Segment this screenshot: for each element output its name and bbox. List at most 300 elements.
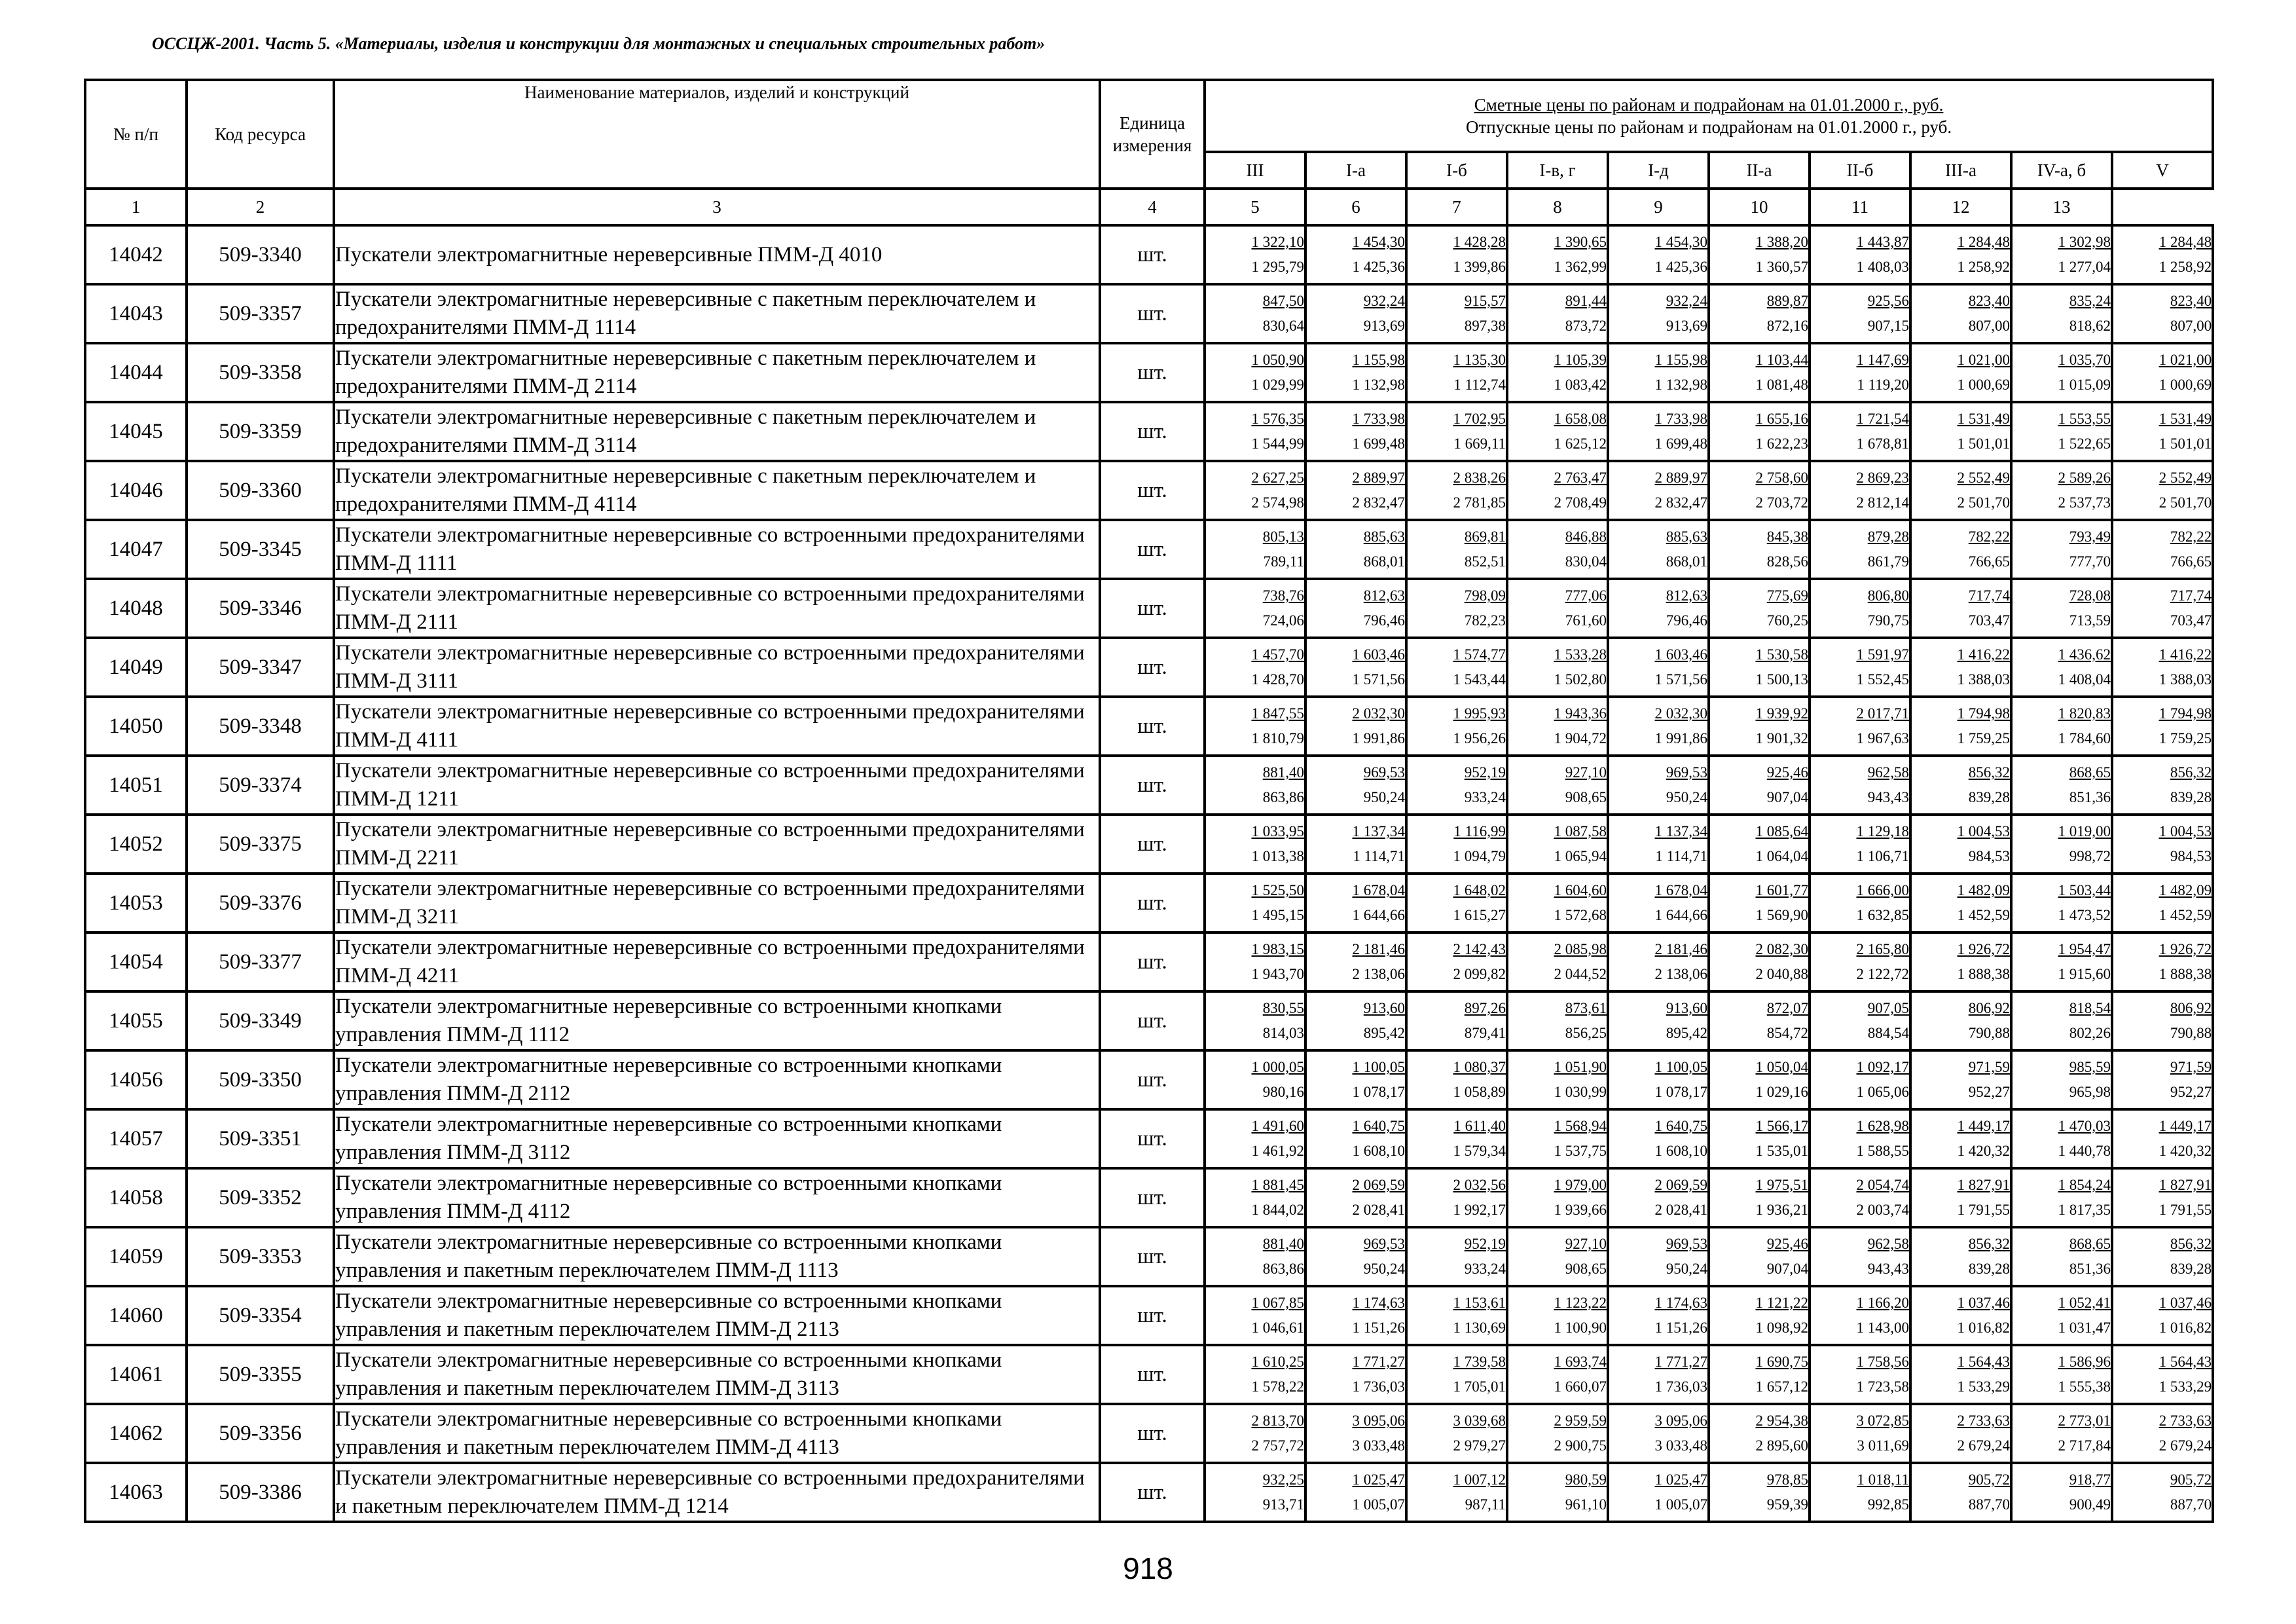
price-cell	[2011, 638, 2112, 697]
price-cell	[1507, 874, 1608, 932]
release-price: 1 904,72	[1554, 730, 1607, 747]
estimate-price: 925,46	[1766, 1236, 1808, 1252]
unit-of-measure: шт.	[1100, 1286, 1205, 1345]
release-price: 2 703,72	[1755, 494, 1808, 511]
estimate-price: 1 153,61	[1453, 1295, 1506, 1311]
price-cell	[1910, 1345, 2011, 1404]
estimate-price: 927,10	[1565, 1236, 1607, 1252]
release-price: 908,65	[1565, 789, 1607, 805]
row-number: 14051	[85, 756, 187, 815]
price-cell	[1910, 697, 2011, 756]
price-cell	[1305, 225, 1406, 284]
price-cell	[1810, 1227, 1910, 1286]
row-number: 14059	[85, 1227, 187, 1286]
estimate-price: 2 032,30	[1654, 705, 1707, 722]
release-price: 1 029,99	[1251, 377, 1304, 393]
row-number: 14063	[85, 1463, 187, 1522]
price-cell	[1608, 284, 1709, 343]
release-price: 1 555,38	[2058, 1378, 2111, 1395]
price-cell	[1205, 1109, 1305, 1168]
price-cell	[1910, 1109, 2011, 1168]
resource-code: 509-3377	[187, 932, 334, 991]
table-row	[85, 1286, 2213, 1345]
estimate-price: 1 137,34	[1352, 823, 1405, 840]
price-cell	[1305, 1404, 1406, 1463]
estimate-price: 1 388,20	[1755, 234, 1808, 250]
release-price: 1 058,89	[1453, 1084, 1506, 1100]
estimate-price: 856,32	[1968, 1236, 2010, 1252]
estimate-price: 1 628,98	[1856, 1118, 1909, 1134]
price-cell	[1507, 225, 1608, 284]
release-price: 1 657,12	[1755, 1378, 1808, 1395]
material-name: Пускатели электромагнитные нереверсивные со встроенными предохранителями ПММ-Д 1111	[334, 520, 1100, 579]
price-cell	[1406, 343, 1507, 402]
price-cell	[1910, 284, 2011, 343]
estimate-price: 1 603,46	[1654, 646, 1707, 663]
release-price: 933,24	[1464, 789, 1506, 805]
row-number: 14060	[85, 1286, 187, 1345]
column-number: 2	[187, 189, 334, 225]
price-cell	[1406, 284, 1507, 343]
price-cell	[1709, 991, 1810, 1050]
price-cell	[1709, 579, 1810, 638]
estimate-price: 1 050,90	[1251, 352, 1304, 368]
estimate-price: 798,09	[1464, 587, 1506, 604]
estimate-price: 1 854,24	[2058, 1177, 2111, 1193]
release-price: 1 967,63	[1856, 730, 1909, 747]
price-cell	[2112, 815, 2213, 874]
resource-code: 509-3340	[187, 225, 334, 284]
price-cell	[1305, 756, 1406, 815]
price-cell	[1305, 697, 1406, 756]
release-price: 2 757,72	[1251, 1437, 1304, 1454]
estimate-price: 1 601,77	[1755, 882, 1808, 898]
release-price: 908,65	[1565, 1261, 1607, 1277]
price-cell	[1810, 991, 1910, 1050]
release-price: 3 033,48	[1352, 1437, 1405, 1454]
release-price: 1 936,21	[1755, 1202, 1808, 1218]
price-cell	[1406, 815, 1507, 874]
release-price: 1 571,56	[1352, 671, 1405, 688]
estimate-price: 1 794,98	[2159, 705, 2212, 722]
release-price: 1 388,03	[2159, 671, 2212, 688]
region-header: I-в, г	[1507, 152, 1608, 189]
material-name: Пускатели электромагнитные нереверсивные со встроенными кнопками управления ПММ-Д 1112	[334, 991, 1100, 1050]
price-cell	[1608, 579, 1709, 638]
release-price: 814,03	[1262, 1025, 1304, 1041]
estimate-price: 2 589,26	[2058, 470, 2111, 486]
release-price: 1 151,26	[1654, 1320, 1707, 1336]
release-price: 1 029,16	[1755, 1084, 1808, 1100]
price-cell	[2011, 520, 2112, 579]
release-price: 1 130,69	[1453, 1320, 1506, 1336]
price-cell	[1608, 638, 1709, 697]
unit-of-measure: шт.	[1100, 1345, 1205, 1404]
estimate-price: 969,53	[1666, 1236, 1707, 1252]
release-price: 1 699,48	[1352, 435, 1405, 452]
release-price: 1 810,79	[1251, 730, 1304, 747]
unit-of-measure: шт.	[1100, 1227, 1205, 1286]
estimate-price: 1 302,98	[2058, 234, 2111, 250]
release-price: 863,86	[1262, 789, 1304, 805]
release-price: 851,36	[2069, 789, 2111, 805]
price-cell	[1305, 343, 1406, 402]
resource-code: 509-3374	[187, 756, 334, 815]
estimate-price: 793,49	[2069, 528, 2111, 545]
price-cell	[1709, 1404, 1810, 1463]
table-row	[85, 1109, 2213, 1168]
estimate-price: 1 586,96	[2058, 1354, 2111, 1370]
estimate-price: 1 943,36	[1554, 705, 1607, 722]
estimate-price: 1 975,51	[1755, 1177, 1808, 1193]
estimate-price: 2 889,97	[1352, 470, 1405, 486]
price-cell	[1305, 1345, 1406, 1404]
column-number: 8	[1507, 189, 1608, 225]
estimate-price: 782,22	[2170, 528, 2212, 545]
release-price: 1 615,27	[1453, 907, 1506, 923]
release-price: 1 660,07	[1554, 1378, 1607, 1395]
estimate-price: 881,40	[1262, 764, 1304, 781]
col-header-num: № п/п	[85, 80, 187, 189]
region-header: IV-а, б	[2011, 152, 2112, 189]
release-price: 984,53	[1968, 848, 2010, 864]
estimate-price: 1 166,20	[1856, 1295, 1909, 1311]
release-price: 760,25	[1766, 612, 1808, 629]
price-cell	[1305, 1050, 1406, 1109]
release-price: 2 574,98	[1251, 494, 1304, 511]
region-header: II-б	[1810, 152, 1910, 189]
release-price: 1 844,02	[1251, 1202, 1304, 1218]
row-number: 14058	[85, 1168, 187, 1227]
estimate-price: 1 470,03	[2058, 1118, 2111, 1134]
price-cell	[1810, 638, 1910, 697]
release-price: 950,24	[1666, 789, 1707, 805]
row-number: 14045	[85, 402, 187, 461]
release-price: 943,43	[1867, 789, 1909, 805]
row-number: 14056	[85, 1050, 187, 1109]
resource-code: 509-3353	[187, 1227, 334, 1286]
release-price: 1 572,68	[1554, 907, 1607, 923]
estimate-price: 1 564,43	[2159, 1354, 2212, 1370]
price-cell	[1406, 697, 1507, 756]
price-cell	[1507, 579, 1608, 638]
document-header-title: ОССЦЖ-2001. Часть 5. «Материалы, изделия и конструкции для монтажных и специальных строительных работ»	[152, 34, 1046, 53]
table-row	[85, 1227, 2213, 1286]
estimate-price: 1 827,91	[2159, 1177, 2212, 1193]
estimate-price: 1 983,15	[1251, 941, 1304, 957]
estimate-price: 1 025,47	[1352, 1471, 1405, 1488]
material-name: Пускатели электромагнитные нереверсивные со встроенными кнопками управления ПММ-Д 4112	[334, 1168, 1100, 1227]
release-price: 3 011,69	[1857, 1437, 1909, 1454]
unit-of-measure: шт.	[1100, 520, 1205, 579]
price-cell	[1205, 520, 1305, 579]
estimate-price: 1 105,39	[1554, 352, 1607, 368]
release-price: 1 388,03	[1957, 671, 2010, 688]
release-price: 1 013,38	[1251, 848, 1304, 864]
release-price: 2 138,06	[1654, 966, 1707, 982]
release-price: 796,46	[1666, 612, 1707, 629]
release-price: 1 578,22	[1251, 1378, 1304, 1395]
release-price: 1 065,06	[1856, 1084, 1909, 1100]
release-price: 1 408,03	[1856, 259, 1909, 275]
table-row	[85, 1168, 2213, 1227]
release-price: 2 122,72	[1856, 966, 1909, 982]
estimate-price: 897,26	[1464, 1000, 1506, 1016]
release-price: 777,70	[2069, 553, 2111, 570]
release-price: 703,47	[2170, 612, 2212, 629]
estimate-price: 885,63	[1363, 528, 1405, 545]
resource-code: 509-3354	[187, 1286, 334, 1345]
estimate-price: 2 552,49	[2159, 470, 2212, 486]
price-cell	[2011, 1286, 2112, 1345]
estimate-price: 932,24	[1666, 293, 1707, 309]
estimate-price: 969,53	[1666, 764, 1707, 781]
release-price: 818,62	[2069, 318, 2111, 334]
release-price: 2 028,41	[1654, 1202, 1707, 1218]
price-cell	[1810, 461, 1910, 520]
estimate-price: 1 771,27	[1654, 1354, 1707, 1370]
release-price: 713,59	[2069, 612, 2111, 629]
price-cell	[1406, 225, 1507, 284]
price-cell	[2112, 1109, 2213, 1168]
estimate-price: 1 021,00	[2159, 352, 2212, 368]
release-price: 2 501,70	[1957, 494, 2010, 511]
resource-code: 509-3357	[187, 284, 334, 343]
price-cell	[1205, 697, 1305, 756]
estimate-price: 1 037,46	[2159, 1295, 2212, 1311]
release-price: 839,28	[2170, 789, 2212, 805]
price-cell	[2011, 1168, 2112, 1227]
estimate-price: 2 054,74	[1856, 1177, 1909, 1193]
price-cell	[1810, 402, 1910, 461]
region-header: II-а	[1709, 152, 1810, 189]
price-cell	[1810, 343, 1910, 402]
estimate-price: 1 655,16	[1755, 411, 1808, 427]
price-cell	[1709, 932, 1810, 991]
price-cell	[1910, 1050, 2011, 1109]
estimate-price: 806,92	[2170, 1000, 2212, 1016]
price-cell	[1406, 756, 1507, 815]
release-price: 907,15	[1867, 318, 1909, 334]
price-cell	[1910, 1286, 2011, 1345]
price-cell	[2112, 1050, 2213, 1109]
estimate-price: 1 491,60	[1251, 1118, 1304, 1134]
estimate-price: 1 100,05	[1352, 1059, 1405, 1075]
release-price: 807,00	[2170, 318, 2212, 334]
price-cell	[1910, 343, 2011, 402]
estimate-price: 868,65	[2069, 764, 2111, 781]
release-price: 1 360,57	[1755, 259, 1808, 275]
price-cell	[1507, 1463, 1608, 1522]
release-price: 1 408,04	[2058, 671, 2111, 688]
release-price: 1 083,42	[1554, 377, 1607, 393]
release-price: 2 537,73	[2058, 494, 2111, 511]
price-cell	[1205, 932, 1305, 991]
price-cell	[1810, 225, 1910, 284]
price-cell	[1810, 579, 1910, 638]
price-cell	[1205, 638, 1305, 697]
estimate-price: 985,59	[2069, 1059, 2111, 1075]
estimate-price: 2 627,25	[1251, 470, 1304, 486]
release-price: 1 569,90	[1755, 907, 1808, 923]
price-cell	[2112, 991, 2213, 1050]
unit-of-measure: шт.	[1100, 991, 1205, 1050]
estimate-price: 2 032,30	[1352, 705, 1405, 722]
estimate-price: 891,44	[1565, 293, 1607, 309]
estimate-price: 2 552,49	[1957, 470, 2010, 486]
estimate-price: 1 525,50	[1251, 882, 1304, 898]
price-cell	[1406, 520, 1507, 579]
estimate-price: 1 454,30	[1352, 234, 1405, 250]
price-cell	[1305, 520, 1406, 579]
release-price: 2 501,70	[2159, 494, 2212, 511]
price-cell	[1205, 284, 1305, 343]
estimate-price: 856,32	[2170, 764, 2212, 781]
column-number: 3	[334, 189, 1100, 225]
release-price: 1 644,66	[1352, 907, 1405, 923]
estimate-price: 2 838,26	[1453, 470, 1506, 486]
price-cell	[1709, 520, 1810, 579]
price-cell	[1709, 1345, 1810, 1404]
release-price: 2 708,49	[1554, 494, 1607, 511]
material-name: Пускатели электромагнитные нереверсивные со встроенными кнопками управления и пакетным переключателем ПММ-Д 2113	[334, 1286, 1100, 1345]
price-cell	[1406, 461, 1507, 520]
release-price: 913,69	[1666, 318, 1707, 334]
table-row	[85, 343, 2213, 402]
estimate-price: 873,61	[1565, 1000, 1607, 1016]
estimate-price: 1 794,98	[1957, 705, 2010, 722]
release-price: 851,36	[2069, 1261, 2111, 1277]
price-cell	[2112, 461, 2213, 520]
release-price: 1 452,59	[1957, 907, 2010, 923]
estimate-price: 1 052,41	[2058, 1295, 2111, 1311]
estimate-price: 918,77	[2069, 1471, 2111, 1488]
estimate-price: 1 019,00	[2058, 823, 2111, 840]
price-cell	[1608, 1404, 1709, 1463]
release-price: 2 028,41	[1352, 1202, 1405, 1218]
price-cell	[1507, 1109, 1608, 1168]
release-price: 1 114,71	[1353, 848, 1405, 864]
table-row	[85, 225, 2213, 284]
release-price: 856,25	[1565, 1025, 1607, 1041]
estimate-price: 2 181,46	[1352, 941, 1405, 957]
release-price: 1 420,32	[2159, 1143, 2212, 1159]
release-price: 1 723,58	[1856, 1378, 1909, 1395]
release-price: 933,24	[1464, 1261, 1506, 1277]
release-price: 1 132,98	[1654, 377, 1707, 393]
price-cell	[2112, 520, 2213, 579]
estimate-price: 1 284,48	[2159, 234, 2212, 250]
release-price: 2 979,27	[1453, 1437, 1506, 1454]
price-cell	[1810, 520, 1910, 579]
table-row	[85, 932, 2213, 991]
release-price: 1 571,56	[1654, 671, 1707, 688]
material-name: Пускатели электромагнитные нереверсивные с пакетным переключателем и предохранителями ПММ-Д 4114	[334, 461, 1100, 520]
release-price: 992,85	[1867, 1496, 1909, 1513]
price-cell	[1305, 991, 1406, 1050]
estimate-price: 775,69	[1766, 587, 1808, 604]
unit-of-measure: шт.	[1100, 1109, 1205, 1168]
estimate-price: 1 566,17	[1755, 1118, 1808, 1134]
estimate-price: 1 021,00	[1957, 352, 2010, 368]
row-number: 14050	[85, 697, 187, 756]
price-cell	[1305, 815, 1406, 874]
price-cell	[1608, 697, 1709, 756]
estimate-price: 1 939,92	[1755, 705, 1808, 722]
release-price: 1 078,17	[1352, 1084, 1405, 1100]
estimate-price: 1 702,95	[1453, 411, 1506, 427]
estimate-price: 1 733,98	[1654, 411, 1707, 427]
estimate-price: 971,59	[1968, 1059, 2010, 1075]
release-price: 839,28	[1968, 789, 2010, 805]
price-cell	[1507, 991, 1608, 1050]
release-price: 1 452,59	[2159, 907, 2212, 923]
release-price: 1 151,26	[1352, 1320, 1405, 1336]
release-price: 1 588,55	[1856, 1143, 1909, 1159]
release-price: 1 005,07	[1352, 1496, 1405, 1513]
estimate-price: 1 085,64	[1755, 823, 1808, 840]
price-cell	[2112, 697, 2213, 756]
estimate-price: 806,92	[1968, 1000, 2010, 1016]
release-price: 950,24	[1666, 1261, 1707, 1277]
estimate-price: 1 640,75	[1352, 1118, 1405, 1134]
estimate-price: 2 869,23	[1856, 470, 1909, 486]
price-cell	[2011, 1404, 2112, 1463]
price-cell	[2112, 343, 2213, 402]
estimate-price: 872,07	[1766, 1000, 1808, 1016]
release-price: 2 044,52	[1554, 966, 1607, 982]
estimate-price: 2 069,59	[1352, 1177, 1405, 1193]
release-price: 1 759,25	[1957, 730, 2010, 747]
release-price: 950,24	[1363, 1261, 1405, 1277]
estimate-price: 1 827,91	[1957, 1177, 2010, 1193]
release-price: 907,04	[1766, 1261, 1808, 1277]
row-number: 14053	[85, 874, 187, 932]
release-price: 868,01	[1666, 553, 1707, 570]
price-cell	[2112, 1286, 2213, 1345]
price-cell	[2112, 402, 2213, 461]
estimate-price: 728,08	[2069, 587, 2111, 604]
price-cell	[2011, 1345, 2112, 1404]
material-name: Пускатели электромагнитные нереверсивные со встроенными предохранителями ПММ-Д 3111	[334, 638, 1100, 697]
release-price: 1 644,66	[1654, 907, 1707, 923]
release-price: 2 040,88	[1755, 966, 1808, 982]
estimate-price: 1 025,47	[1654, 1471, 1707, 1488]
price-cell	[1608, 343, 1709, 402]
price-cell	[1305, 1227, 1406, 1286]
release-price: 1 943,70	[1251, 966, 1304, 982]
release-price: 766,65	[1968, 553, 2010, 570]
material-name: Пускатели электромагнитные нереверсивные со встроенными кнопками управления и пакетным переключателем ПММ-Д 4113	[334, 1404, 1100, 1463]
price-cell	[1305, 1168, 1406, 1227]
price-cell	[1709, 874, 1810, 932]
table-row	[85, 579, 2213, 638]
estimate-price: 1 123,22	[1554, 1295, 1607, 1311]
price-cell	[1910, 932, 2011, 991]
row-number: 14062	[85, 1404, 187, 1463]
table-row	[85, 874, 2213, 932]
release-price: 998,72	[2069, 848, 2111, 864]
estimate-price: 846,88	[1565, 528, 1607, 545]
estimate-price: 1 640,75	[1654, 1118, 1707, 1134]
table-row	[85, 638, 2213, 697]
release-price: 1 759,25	[2159, 730, 2212, 747]
release-price: 1 425,36	[1654, 259, 1707, 275]
release-price: 2 900,75	[1554, 1437, 1607, 1454]
release-price: 1 030,99	[1554, 1084, 1607, 1100]
estimate-price: 1 116,99	[1453, 823, 1506, 840]
release-price: 1 000,69	[1957, 377, 2010, 393]
